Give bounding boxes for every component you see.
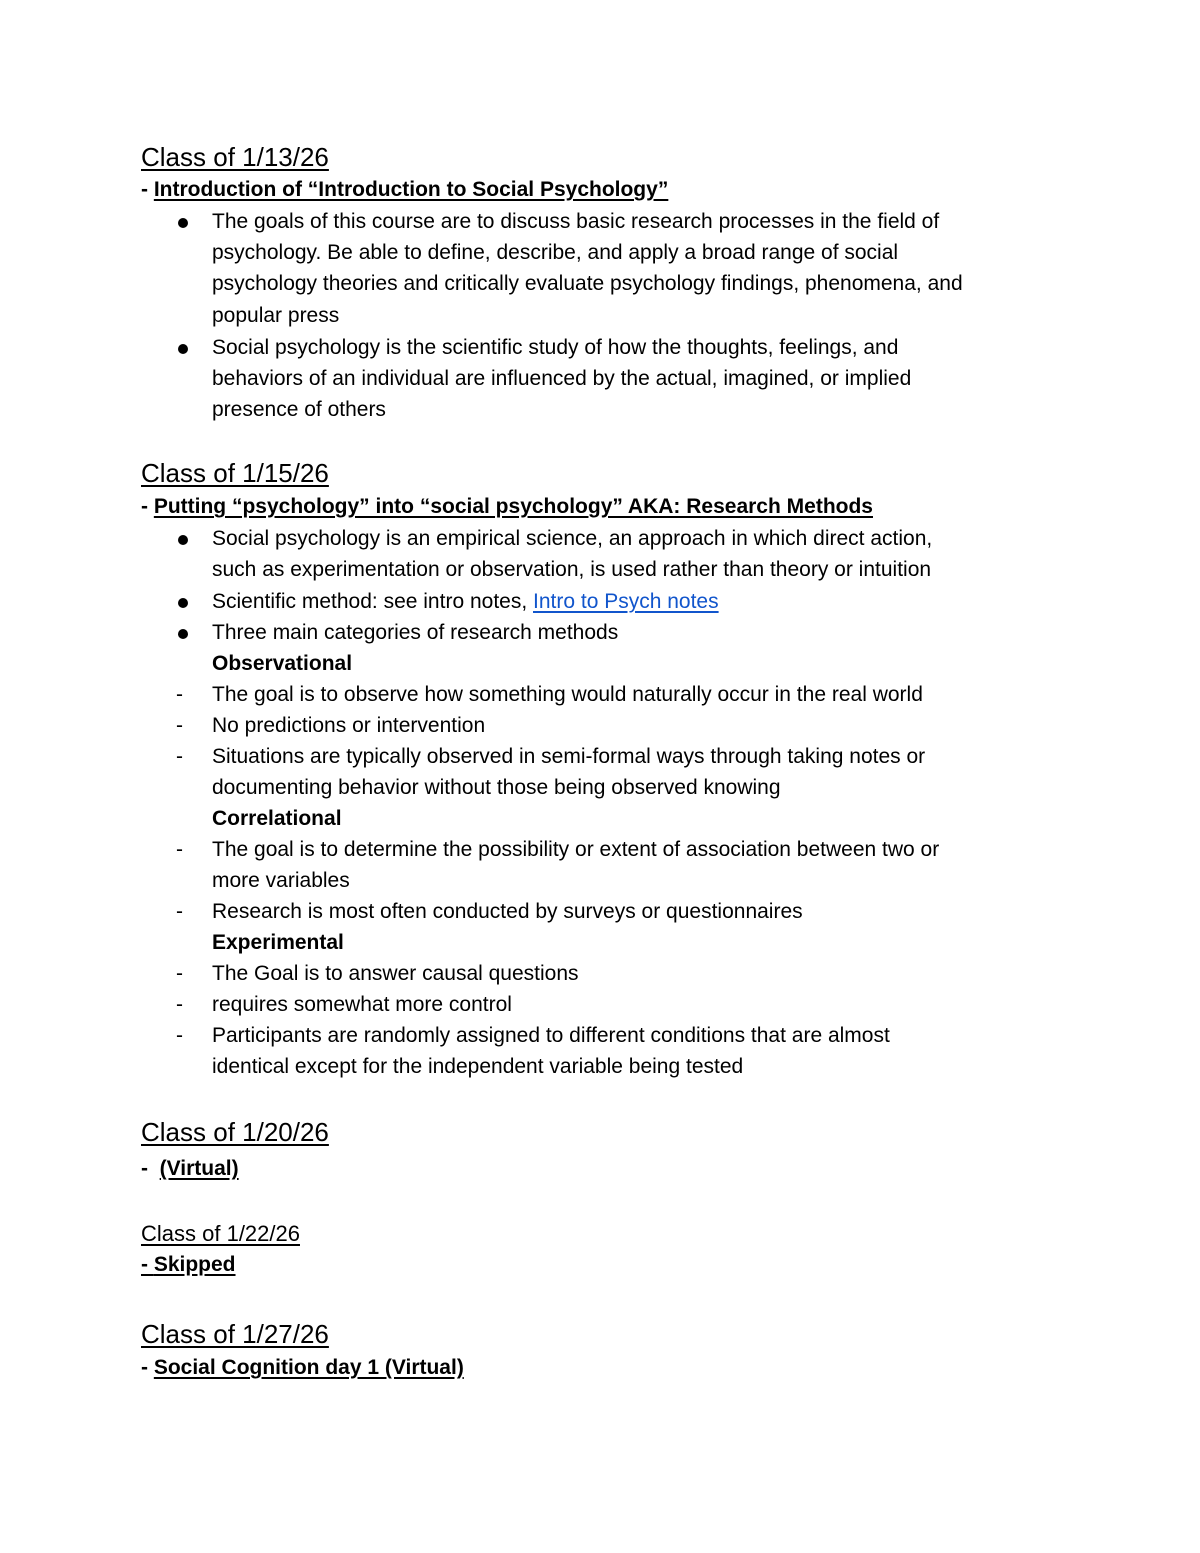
dash-marker: - (176, 962, 183, 985)
category-label: Correlational (212, 807, 342, 830)
list-item-line: Research is most often conducted by surveys or questionnaires (212, 900, 803, 923)
section-heading: Class of 1/22/26 (141, 1221, 300, 1246)
bullet-icon (178, 629, 188, 639)
section-topic: - Social Cognition day 1 (Virtual) (141, 1356, 464, 1379)
list-item-line: Three main categories of research methods (212, 621, 619, 644)
section-topic: - Skipped (141, 1253, 236, 1276)
list-item-line: The Goal is to answer causal questions (212, 962, 579, 985)
category-label: Experimental (212, 931, 344, 954)
list-item-line: No predictions or intervention (212, 714, 486, 737)
list-item-line: documenting behavior without those being observed knowing (212, 776, 781, 799)
dash-marker: - (176, 838, 183, 861)
list-item-line: The goal is to observe how something would naturally occur in the real world (212, 683, 923, 706)
list-item-line: identical except for the independent variable being tested (212, 1055, 744, 1078)
section-heading: Class of 1/13/26 (141, 142, 329, 172)
dash-marker: - (176, 900, 183, 923)
bullet-icon (178, 598, 188, 608)
dash-marker: - (176, 1024, 183, 1047)
intro-psych-notes-link[interactable]: Intro to Psych notes (533, 590, 719, 613)
bullet-icon (178, 535, 188, 545)
list-item-line: The goal is to determine the possibility or extent of association between two or (212, 838, 940, 861)
list-item-line: Participants are randomly assigned to different conditions that are almost (212, 1024, 890, 1047)
dash-marker: - (176, 714, 183, 737)
list-item-line: behaviors of an individual are influenced by the actual, imagined, or implied (212, 367, 912, 390)
dash-marker: - (176, 683, 183, 706)
bullet-icon (178, 344, 188, 354)
list-item-line: presence of others (212, 398, 386, 421)
list-item-line: psychology theories and critically evaluate psychology findings, phenomena, and (212, 272, 963, 295)
list-item-line: more variables (212, 869, 350, 892)
category-label: Observational (212, 652, 353, 675)
section-topic: - Putting “psychology” into “social psychology” AKA: Research Methods (141, 495, 873, 518)
list-item-line: psychology. Be able to define, describe, and apply a broad range of social (212, 241, 899, 264)
section-heading: Class of 1/27/26 (141, 1319, 329, 1349)
list-item-line: Social psychology is the scientific study of how the thoughts, feelings, and (212, 336, 899, 359)
dash-marker: - (176, 745, 183, 768)
section-topic: - Introduction of “Introduction to Social Psychology” (141, 178, 669, 201)
list-item-line: such as experimentation or observation, is used rather than theory or intuition (212, 558, 932, 581)
list-item-line: Situations are typically observed in semi-formal ways through taking notes or (212, 745, 926, 768)
list-item-line: Social psychology is an empirical science, an approach in which direct action, (212, 527, 933, 550)
section-topic: - (Virtual) (141, 1157, 239, 1180)
list-item-line: The goals of this course are to discuss basic research processes in the field of (212, 210, 940, 233)
list-item-line: Scientific method: see intro notes, Intro to Psych notes (212, 590, 719, 613)
list-item-line: popular press (212, 304, 340, 327)
dash-marker: - (176, 993, 183, 1016)
section-heading: Class of 1/15/26 (141, 458, 329, 488)
list-item-line: requires somewhat more control (212, 993, 512, 1016)
bullet-icon (178, 218, 188, 228)
section-heading: Class of 1/20/26 (141, 1117, 329, 1147)
